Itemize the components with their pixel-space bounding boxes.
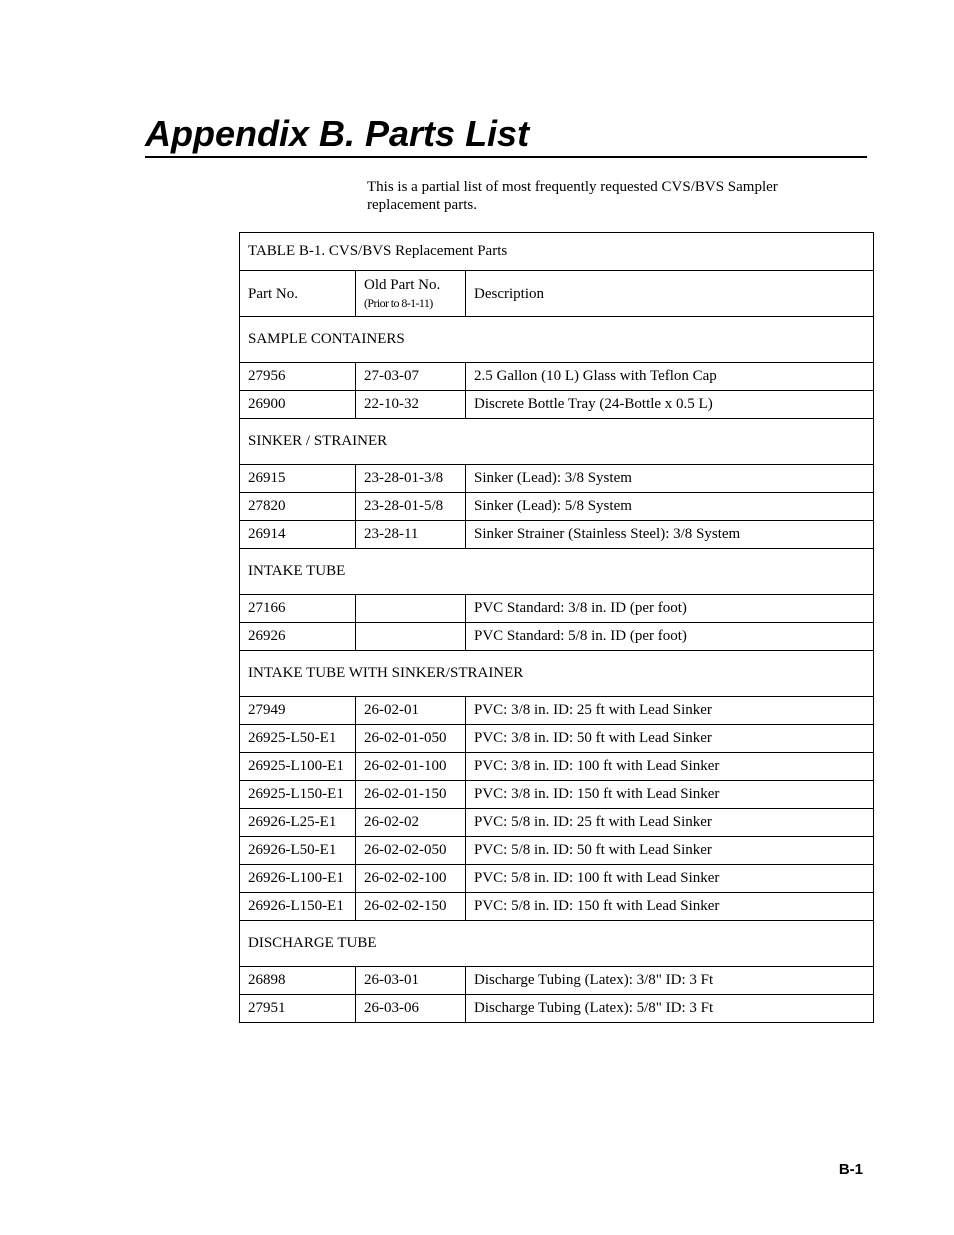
old-part-no-cell: 26-03-01: [356, 967, 466, 995]
description-cell: PVC Standard: 5/8 in. ID (per foot): [466, 623, 874, 651]
part-no-cell: 26926-L50-E1: [240, 837, 356, 865]
part-no-cell: 26926-L25-E1: [240, 809, 356, 837]
part-no-cell: 26914: [240, 521, 356, 549]
old-part-no-cell: 27-03-07: [356, 363, 466, 391]
old-part-no-cell: 26-02-01: [356, 697, 466, 725]
part-no-cell: 27820: [240, 493, 356, 521]
part-no-cell: 27949: [240, 697, 356, 725]
old-part-no-cell: [356, 595, 466, 623]
header-old-part-no-note: (Prior to 8-1-11): [364, 295, 433, 310]
description-cell: Discharge Tubing (Latex): 5/8" ID: 3 Ft: [466, 995, 874, 1023]
old-part-no-cell: 26-02-01-050: [356, 725, 466, 753]
old-part-no-cell: 26-03-06: [356, 995, 466, 1023]
table-caption: TABLE B-1. CVS/BVS Replacement Parts: [240, 233, 874, 271]
header-description-label: Description: [474, 285, 544, 302]
table-header-row: [240, 271, 874, 317]
part-no-cell: 26925-L50-E1: [240, 725, 356, 753]
old-part-no-cell: 26-02-01-150: [356, 781, 466, 809]
old-part-no-cell: [356, 623, 466, 651]
part-no-cell: 26926-L150-E1: [240, 893, 356, 921]
table-row: [240, 493, 874, 521]
table-row: [240, 837, 874, 865]
table-row: [240, 893, 874, 921]
part-no-cell: 27951: [240, 995, 356, 1023]
description-cell: 2.5 Gallon (10 L) Glass with Teflon Cap: [466, 363, 874, 391]
description-cell: PVC: 3/8 in. ID: 150 ft with Lead Sinker: [466, 781, 874, 809]
description-cell: PVC: 3/8 in. ID: 50 ft with Lead Sinker: [466, 725, 874, 753]
description-cell: Sinker (Lead): 3/8 System: [466, 465, 874, 493]
table-row: [240, 363, 874, 391]
table-row: [240, 697, 874, 725]
description-cell: Discharge Tubing (Latex): 3/8" ID: 3 Ft: [466, 967, 874, 995]
part-no-cell: 26915: [240, 465, 356, 493]
description-cell: PVC: 3/8 in. ID: 100 ft with Lead Sinker: [466, 753, 874, 781]
section-heading: DISCHARGE TUBE: [240, 921, 874, 967]
section-row: [240, 317, 874, 363]
part-no-cell: 27166: [240, 595, 356, 623]
section-heading: INTAKE TUBE: [240, 549, 874, 595]
description-cell: Sinker Strainer (Stainless Steel): 3/8 System: [466, 521, 874, 549]
table-row: [240, 623, 874, 651]
table-row: [240, 465, 874, 493]
part-no-cell: 26926: [240, 623, 356, 651]
part-no-cell: 26925-L100-E1: [240, 753, 356, 781]
header-old-part-no: [356, 271, 466, 317]
parts-table-body: [240, 233, 874, 1023]
table-row: [240, 865, 874, 893]
old-part-no-cell: 26-02-02-050: [356, 837, 466, 865]
section-heading: SINKER / STRAINER: [240, 419, 874, 465]
old-part-no-cell: 22-10-32: [356, 391, 466, 419]
page-title: Appendix B. Parts List: [145, 112, 867, 158]
description-cell: PVC Standard: 3/8 in. ID (per foot): [466, 595, 874, 623]
part-no-cell: 27956: [240, 363, 356, 391]
part-no-cell: 26900: [240, 391, 356, 419]
section-heading: INTAKE TUBE WITH SINKER/STRAINER: [240, 651, 874, 697]
description-cell: PVC: 5/8 in. ID: 150 ft with Lead Sinker: [466, 893, 874, 921]
header-part-no-label: Part No.: [248, 285, 298, 302]
old-part-no-cell: 26-02-02-100: [356, 865, 466, 893]
table-row: [240, 753, 874, 781]
description-cell: PVC: 3/8 in. ID: 25 ft with Lead Sinker: [466, 697, 874, 725]
part-no-cell: 26925-L150-E1: [240, 781, 356, 809]
page-number: B-1: [838, 1161, 863, 1178]
old-part-no-cell: 26-02-01-100: [356, 753, 466, 781]
description-cell: PVC: 5/8 in. ID: 100 ft with Lead Sinker: [466, 865, 874, 893]
description-cell: PVC: 5/8 in. ID: 25 ft with Lead Sinker: [466, 809, 874, 837]
section-row: [240, 419, 874, 465]
table-row: [240, 391, 874, 419]
header-part-no: [240, 271, 356, 317]
header-old-part-no-label: Old Part No.: [364, 276, 441, 293]
parts-table: [239, 232, 874, 1023]
section-heading: SAMPLE CONTAINERS: [240, 317, 874, 363]
table-row: [240, 595, 874, 623]
section-row: [240, 549, 874, 595]
table-row: [240, 781, 874, 809]
table-caption-row: [240, 233, 874, 271]
table-row: [240, 725, 874, 753]
old-part-no-cell: 23-28-01-5/8: [356, 493, 466, 521]
table-row: [240, 967, 874, 995]
table-row: [240, 809, 874, 837]
table-row: [240, 521, 874, 549]
old-part-no-cell: 23-28-01-3/8: [356, 465, 466, 493]
description-cell: Sinker (Lead): 5/8 System: [466, 493, 874, 521]
part-no-cell: 26898: [240, 967, 356, 995]
section-row: [240, 921, 874, 967]
old-part-no-cell: 23-28-11: [356, 521, 466, 549]
part-no-cell: 26926-L100-E1: [240, 865, 356, 893]
section-row: [240, 651, 874, 697]
old-part-no-cell: 26-02-02: [356, 809, 466, 837]
table-row: [240, 995, 874, 1023]
intro-paragraph: This is a partial list of most frequently requested CVS/BVS Sampler replacement parts.: [367, 179, 778, 213]
old-part-no-cell: 26-02-02-150: [356, 893, 466, 921]
description-cell: PVC: 5/8 in. ID: 50 ft with Lead Sinker: [466, 837, 874, 865]
header-description: [466, 271, 874, 317]
description-cell: Discrete Bottle Tray (24-Bottle x 0.5 L): [466, 391, 874, 419]
